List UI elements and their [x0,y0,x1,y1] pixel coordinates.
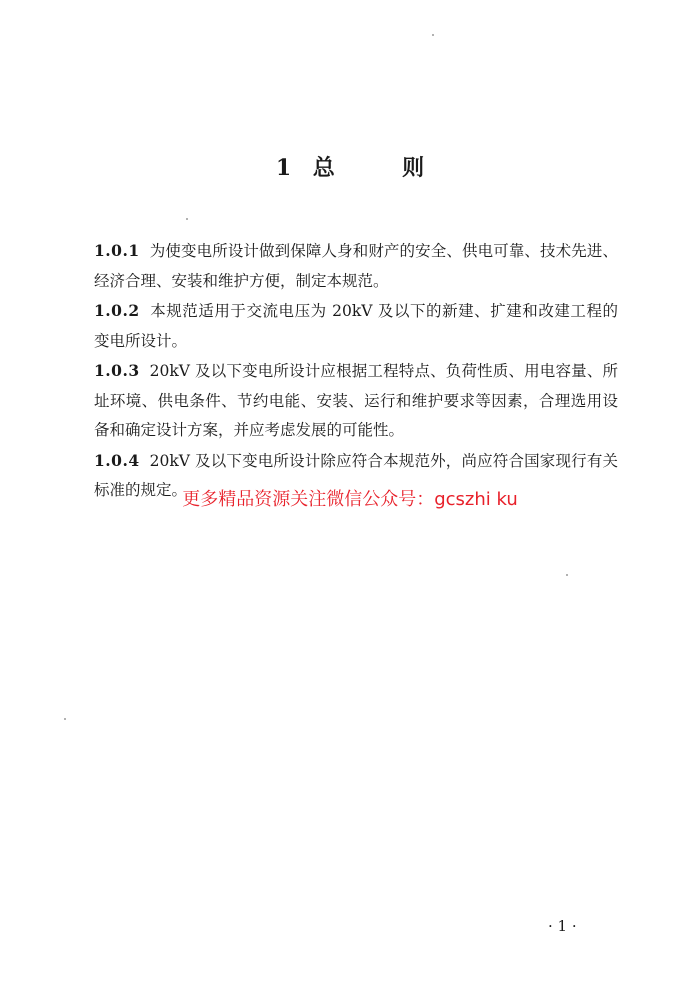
promo-notice: 更多精品资源关注微信公众号：gcszhi ku [182,489,518,510]
clause-number: 1.0.1 [94,241,140,260]
page-number: · 1 · [548,917,577,935]
chapter-number: 1 [275,155,292,181]
clause-text: 为使变电所设计做到保障人身和财产的安全、供电可靠、技术先进、经济合理、安装和维护方便，制定本规范。 [94,242,618,290]
chapter-title [0,152,700,184]
clause-text: 20kV 及以下变电所设计应根据工程特点、负荷性质、用电容量、所址环境、供电条件、节约电能、安装、运行和维护要求等因素，合理选用设备和确定设计方案，并应考虑发展的可能性。 [94,362,618,439]
chapter-title-part1: 总 [312,155,335,181]
scan-speck [186,218,188,220]
scan-speck [566,574,568,576]
clause-text: 20kV 及以下变电所设计除应符合本规范外，尚应符合国家现行有关标准的规定。 [94,451,618,499]
clause-list [94,236,618,506]
clause-1-0-1 [94,236,618,296]
clause-1-0-2 [94,296,618,356]
clause-number: 1.0.3 [94,361,140,380]
clause-text: 本规范适用于交流电压为 20kV 及以下的新建、扩建和改建工程的变电所设计。 [94,302,618,350]
clause-1-0-3 [94,356,618,446]
clause-number: 1.0.4 [94,450,140,470]
scan-speck [64,718,66,720]
clause-number: 1.0.2 [94,301,140,320]
chapter-title-part2: 则 [402,155,425,181]
scan-speck [432,34,434,36]
